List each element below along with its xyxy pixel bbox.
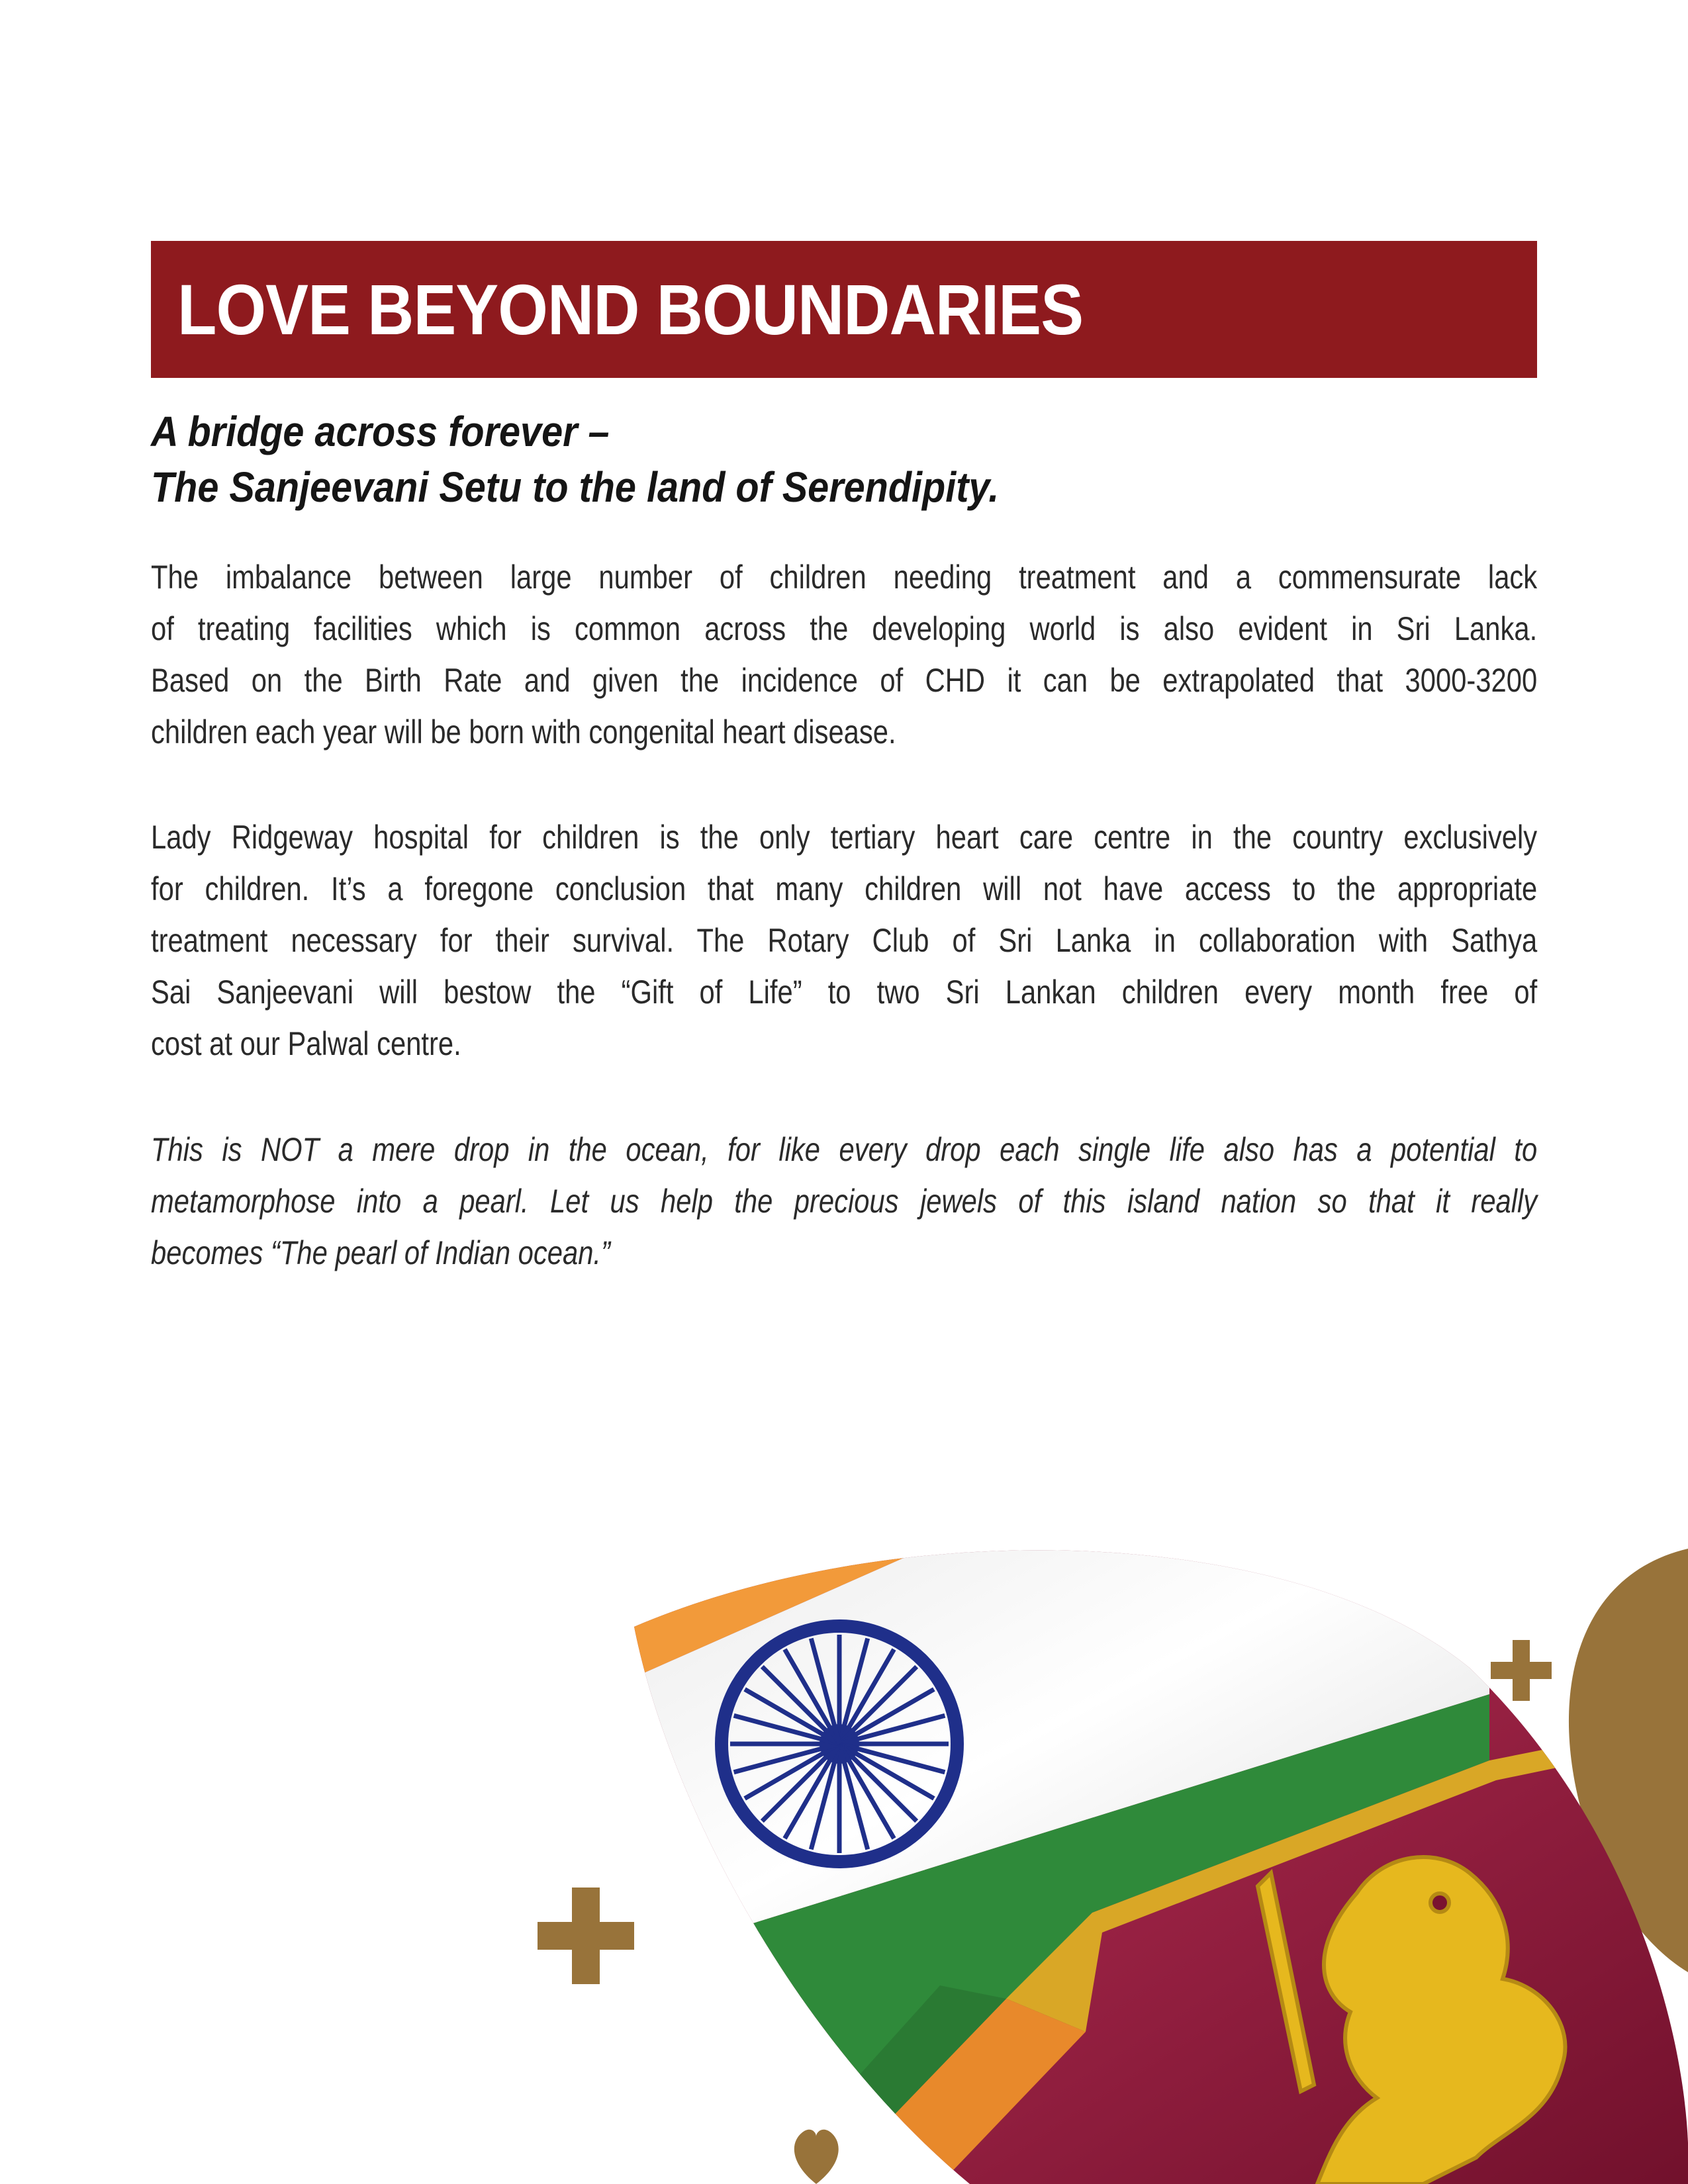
flags-illustration (596, 1489, 1688, 2184)
subtitle-line: A bridge across forever – (151, 408, 610, 455)
text-line: Lady Ridgeway hospital for children is the only tertiary heart care centre in the country exclusively (151, 819, 1538, 856)
heart-icon (794, 2130, 839, 2184)
text-line: for children. It’s a foregone conclusion that many children will not have access to the appropriate (151, 870, 1538, 907)
page-title: LOVE BEYOND BOUNDARIES (177, 269, 1084, 349)
text-line: treatment necessary for their survival. The Rotary Club of Sri Lanka in collaboration with Sathya (151, 922, 1538, 959)
text-line: metamorphose into a pearl. Let us help the precious jewels of this island nation so that it really (151, 1183, 1538, 1220)
text-line: The imbalance between large number of children needing treatment and a commensurate lack (151, 559, 1538, 596)
plus-icon (1491, 1640, 1552, 1701)
text-line: cost at our Palwal centre. (151, 1025, 461, 1062)
text-line: This is NOT a mere drop in the ocean, for like every drop each single life also has a potential to (151, 1131, 1538, 1168)
text-line: Based on the Birth Rate and given the incidence of CHD it can be extrapolated that 3000-3200 (151, 662, 1538, 699)
text-line: becomes “The pearl of Indian ocean.” (151, 1234, 610, 1271)
plus-icon (538, 1888, 634, 1984)
text-line: of treating facilities which is common across the developing world is also evident in Sri Lanka. (151, 610, 1538, 647)
text-line: Sai Sanjeevani will bestow the “Gift of Life” to two Sri Lankan children every month free of (151, 974, 1538, 1011)
subtitle-line: The Sanjeevani Setu to the land of Serendipity. (151, 463, 1000, 511)
ashoka-chakra (722, 1626, 957, 1862)
text-line: children each year will be born with congenital heart disease. (151, 713, 896, 751)
